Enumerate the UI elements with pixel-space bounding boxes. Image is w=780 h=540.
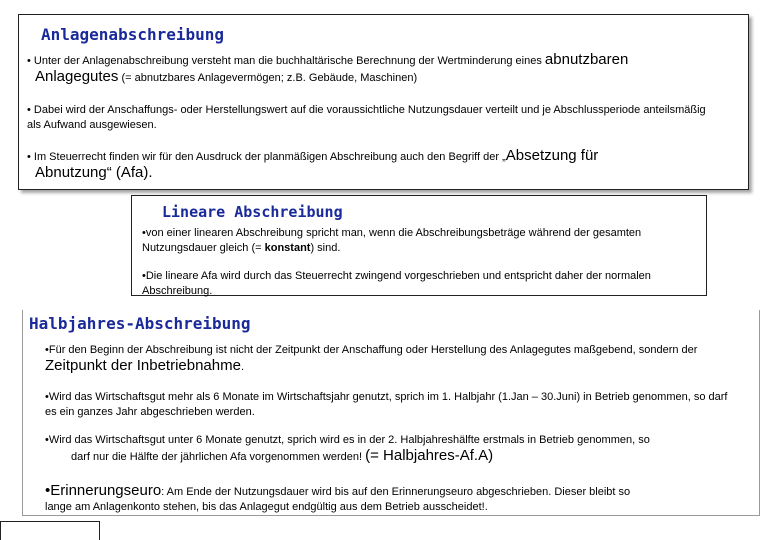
second-half-text: •Wird das Wirtschaftsgut unter 6 Monate genutzt, sprich wird es in der 2. Halbjahreshälfte erstmals in Betrieb genommen, so	[45, 434, 650, 446]
linear-definition-text: •von einer linearen Abschreibung spricht man, wenn die Abschreibungsbeträge während der gesamten Nutzungsdauer gleich (=	[142, 227, 642, 254]
halbjahres-abschreibung-box	[22, 310, 760, 516]
tax-law-term-1: Absetzung für	[505, 147, 599, 164]
distribution-text: • Dabei wird der Anschaffungs- oder Herstellungswert auf die voraussichtliche Nutzungsdauer verteilt und je Abschlussperiode anteilsmäßig als Aufwand ausgewiesen.	[27, 104, 706, 131]
tax-law-paragraph	[27, 148, 742, 182]
start-text: •Für den Beginn der Abschreibung ist nicht der Zeitpunkt der Anschaffung oder Herstellung des Anlagegutes maßgebend, sondern der	[45, 344, 698, 356]
reminder-euro-text: : Am Ende der Nutzungsdauer wird bis auf den Erinnerungseuro abgeschrieben. Dieser bleibt so	[161, 486, 631, 498]
definition-paragraph	[27, 52, 742, 86]
reminder-euro-paragraph	[45, 483, 745, 515]
tax-law-period: .	[148, 164, 153, 181]
start-term: Zeitpunkt der Inbetriebnahme	[45, 357, 241, 374]
lineare-abschreibung-title: Lineare Abschreibung	[162, 203, 343, 221]
definition-text: • Unter der Anlagenabschreibung versteht man die buchhaltärische Berechnung der Wertminderung eines	[27, 55, 542, 67]
linear-tax-text: •Die lineare Afa wird durch das Steuerrecht zwingend vorgeschrieben und entspricht daher der normalen Abschreibung.	[142, 270, 651, 297]
first-half-text: •Wird das Wirtschaftsgut mehr als 6 Monate im Wirtschaftsjahr genutzt, sprich im 1. Halbjahr (1.Jan – 30.Juni) in Betrieb genommen, so darf es ein ganzes Jahr abgeschrieben werden.	[45, 391, 728, 418]
tax-law-term-2: Abnutzung“ (Afa)	[35, 164, 149, 181]
halbjahres-abschreibung-title: Halbjahres-Abschreibung	[29, 314, 251, 333]
start-period: .	[240, 361, 245, 373]
linear-tax-paragraph	[142, 269, 702, 299]
start-paragraph	[45, 343, 735, 375]
second-half-text-2: darf nur die Hälfte der jährlichen Afa vorgenommen werden!	[71, 451, 363, 463]
linear-definition-end: ) sind.	[310, 242, 341, 254]
anlagenabschreibung-box	[18, 14, 749, 190]
definition-term-2: Anlagegutes	[35, 68, 119, 85]
first-half-paragraph	[45, 390, 735, 420]
anlagenabschreibung-title: Anlagenabschreibung	[41, 25, 225, 44]
tax-law-text: • Im Steuerrecht finden wir für den Ausdruck der planmäßigen Abschreibung auch den Begriff der „	[27, 151, 506, 163]
lineare-abschreibung-box	[131, 195, 707, 296]
linear-definition-paragraph	[142, 226, 702, 256]
linear-definition-bold: konstant	[264, 242, 311, 254]
empty-frame	[0, 521, 100, 540]
definition-examples: (= abnutzbares Anlagevermögen; z.B. Gebäude, Maschinen)	[121, 72, 418, 84]
distribution-paragraph	[27, 103, 717, 133]
reminder-euro-text-2: lange am Anlagenkonto stehen, bis das Anlagegut endgültig aus dem Betrieb ausscheidet!.	[45, 501, 488, 513]
reminder-euro-term: •Erinnerungseuro	[45, 482, 162, 499]
second-half-term: (= Halbjahres-Af.A)	[365, 447, 494, 464]
second-half-paragraph	[45, 433, 745, 465]
definition-term-1: abnutzbaren	[544, 51, 629, 68]
